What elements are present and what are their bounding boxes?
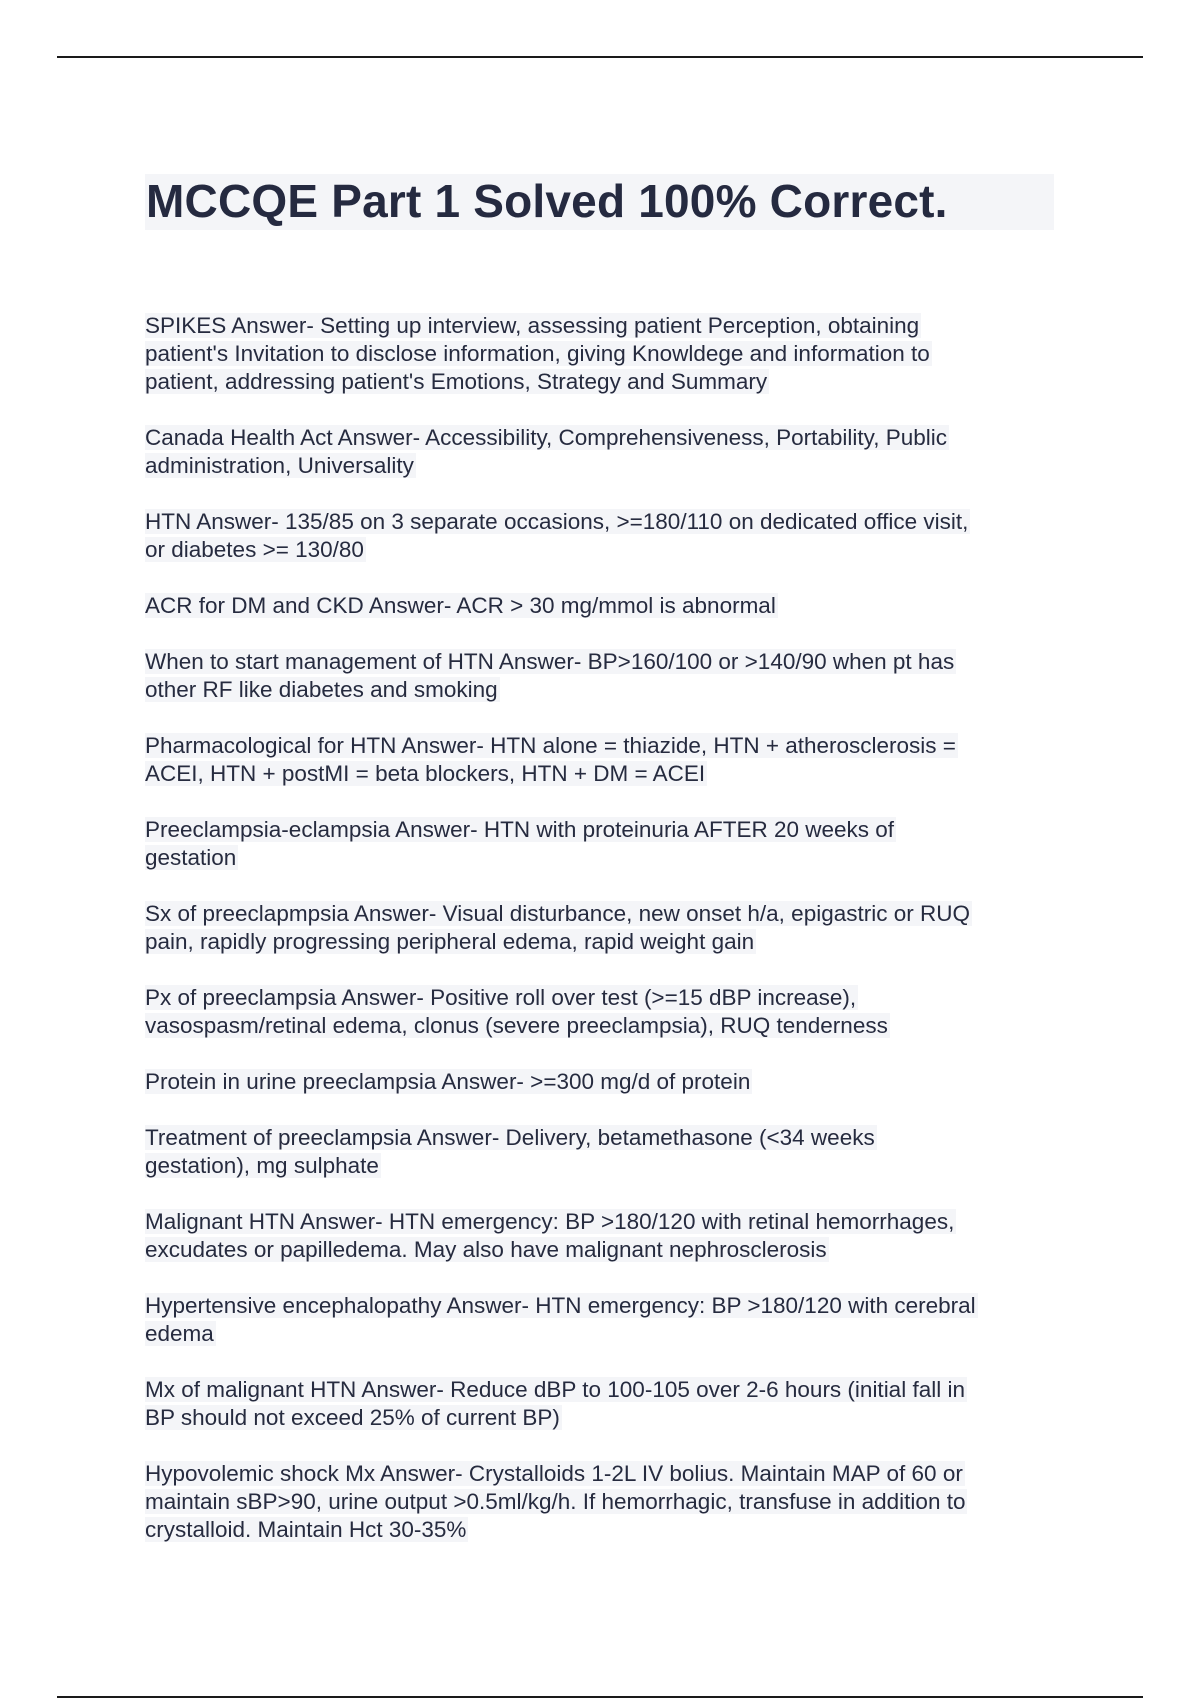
qa-entry — [145, 1208, 1075, 1264]
qa-entry-line — [145, 1516, 1075, 1544]
qa-entry-text: Hypertensive encephalopathy Answer- HTN emergency: BP >180/120 with cerebral — [145, 1293, 976, 1318]
qa-entry-text: ACEI, HTN + postMI = beta blockers, HTN + DM = ACEI — [145, 761, 706, 786]
qa-entry-line — [145, 816, 1075, 844]
qa-entry-text: patient, addressing patient's Emotions, Strategy and Summary — [145, 369, 768, 394]
qa-entry-line — [145, 984, 1075, 1012]
qa-entry-line — [145, 1292, 1075, 1320]
bottom-rule — [57, 1696, 1143, 1698]
qa-entry-line — [145, 928, 1075, 956]
qa-entry-line — [145, 340, 1075, 368]
qa-list — [145, 312, 1075, 1572]
qa-entry-text: Px of preeclampsia Answer- Positive roll over test (>=15 dBP increase), — [145, 985, 857, 1010]
qa-entry — [145, 508, 1075, 564]
qa-entry-text: other RF like diabetes and smoking — [145, 677, 498, 702]
qa-entry-text: edema — [145, 1321, 214, 1346]
qa-entry-text: Hypovolemic shock Mx Answer- Crystalloids 1-2L IV bolius. Maintain MAP of 60 or — [145, 1461, 963, 1486]
qa-entry-line — [145, 1208, 1075, 1236]
qa-entry-line — [145, 900, 1075, 928]
qa-entry-text: When to start management of HTN Answer- BP>160/100 or >140/90 when pt has — [145, 649, 955, 674]
qa-entry-text: gestation — [145, 845, 237, 870]
qa-entry — [145, 816, 1075, 872]
qa-entry-text: pain, rapidly progressing peripheral edema, rapid weight gain — [145, 929, 755, 954]
qa-entry — [145, 1292, 1075, 1348]
qa-entry-line — [145, 1236, 1075, 1264]
qa-entry-line — [145, 1376, 1075, 1404]
qa-entry — [145, 592, 1075, 620]
qa-entry — [145, 1124, 1075, 1180]
qa-entry-text: maintain sBP>90, urine output >0.5ml/kg/h. If hemorrhagic, transfuse in addition to — [145, 1489, 966, 1514]
qa-entry — [145, 424, 1075, 480]
qa-entry-text: patient's Invitation to disclose information, giving Knowldege and information to — [145, 341, 930, 366]
qa-entry-text: SPIKES Answer- Setting up interview, assessing patient Perception, obtaining — [145, 313, 920, 338]
qa-entry-text: gestation), mg sulphate — [145, 1153, 379, 1178]
qa-entry — [145, 900, 1075, 956]
qa-entry-text: Malignant HTN Answer- HTN emergency: BP >180/120 with retinal hemorrhages, — [145, 1209, 955, 1234]
qa-entry — [145, 1376, 1075, 1432]
qa-entry-text: Mx of malignant HTN Answer- Reduce dBP to 100-105 over 2-6 hours (initial fall in — [145, 1377, 965, 1402]
qa-entry-text: Preeclampsia-eclampsia Answer- HTN with proteinuria AFTER 20 weeks of — [145, 817, 895, 842]
qa-entry-text: Pharmacological for HTN Answer- HTN alone = thiazide, HTN + atherosclerosis = — [145, 733, 956, 758]
page-title: MCCQE Part 1 Solved 100% Correct. — [146, 175, 948, 227]
qa-entry-line — [145, 760, 1075, 788]
qa-entry — [145, 648, 1075, 704]
qa-entry — [145, 1460, 1075, 1544]
qa-entry-text: BP should not exceed 25% of current BP) — [145, 1405, 560, 1430]
qa-entry-line — [145, 1488, 1075, 1516]
qa-entry — [145, 1068, 1075, 1096]
qa-entry-line — [145, 312, 1075, 340]
qa-entry-line — [145, 676, 1075, 704]
qa-entry-line — [145, 536, 1075, 564]
qa-entry-text: or diabetes >= 130/80 — [145, 537, 364, 562]
qa-entry-line — [145, 648, 1075, 676]
qa-entry-text: Canada Health Act Answer- Accessibility, Comprehensiveness, Portability, Public — [145, 425, 948, 450]
qa-entry-line — [145, 1404, 1075, 1432]
qa-entry-text: Protein in urine preeclampsia Answer- >=300 mg/d of protein — [145, 1069, 751, 1094]
qa-entry-line — [145, 592, 1075, 620]
qa-entry-text: crystalloid. Maintain Hct 30-35% — [145, 1517, 467, 1542]
qa-entry-line — [145, 1460, 1075, 1488]
qa-entry-line — [145, 424, 1075, 452]
qa-entry — [145, 732, 1075, 788]
qa-entry-text: Treatment of preeclampsia Answer- Delivery, betamethasone (<34 weeks — [145, 1125, 875, 1150]
qa-entry-line — [145, 844, 1075, 872]
qa-entry-line — [145, 1320, 1075, 1348]
qa-entry-line — [145, 368, 1075, 396]
qa-entry-line — [145, 1012, 1075, 1040]
qa-entry-line — [145, 508, 1075, 536]
qa-entry-text: HTN Answer- 135/85 on 3 separate occasions, >=180/110 on dedicated office visit, — [145, 509, 969, 534]
qa-entry — [145, 984, 1075, 1040]
qa-entry-line — [145, 452, 1075, 480]
qa-entry-text: excudates or papilledema. May also have malignant nephrosclerosis — [145, 1237, 827, 1262]
qa-entry-text: administration, Universality — [145, 453, 414, 478]
qa-entry-text: Sx of preeclapmpsia Answer- Visual disturbance, new onset h/a, epigastric or RUQ — [145, 901, 970, 926]
qa-entry-text: ACR for DM and CKD Answer- ACR > 30 mg/mmol is abnormal — [145, 593, 776, 618]
qa-entry-text: vasospasm/retinal edema, clonus (severe preeclampsia), RUQ tenderness — [145, 1013, 888, 1038]
qa-entry — [145, 312, 1075, 396]
qa-entry-line — [145, 732, 1075, 760]
qa-entry-line — [145, 1124, 1075, 1152]
qa-entry-line — [145, 1068, 1075, 1096]
top-rule — [57, 56, 1143, 58]
qa-entry-line — [145, 1152, 1075, 1180]
